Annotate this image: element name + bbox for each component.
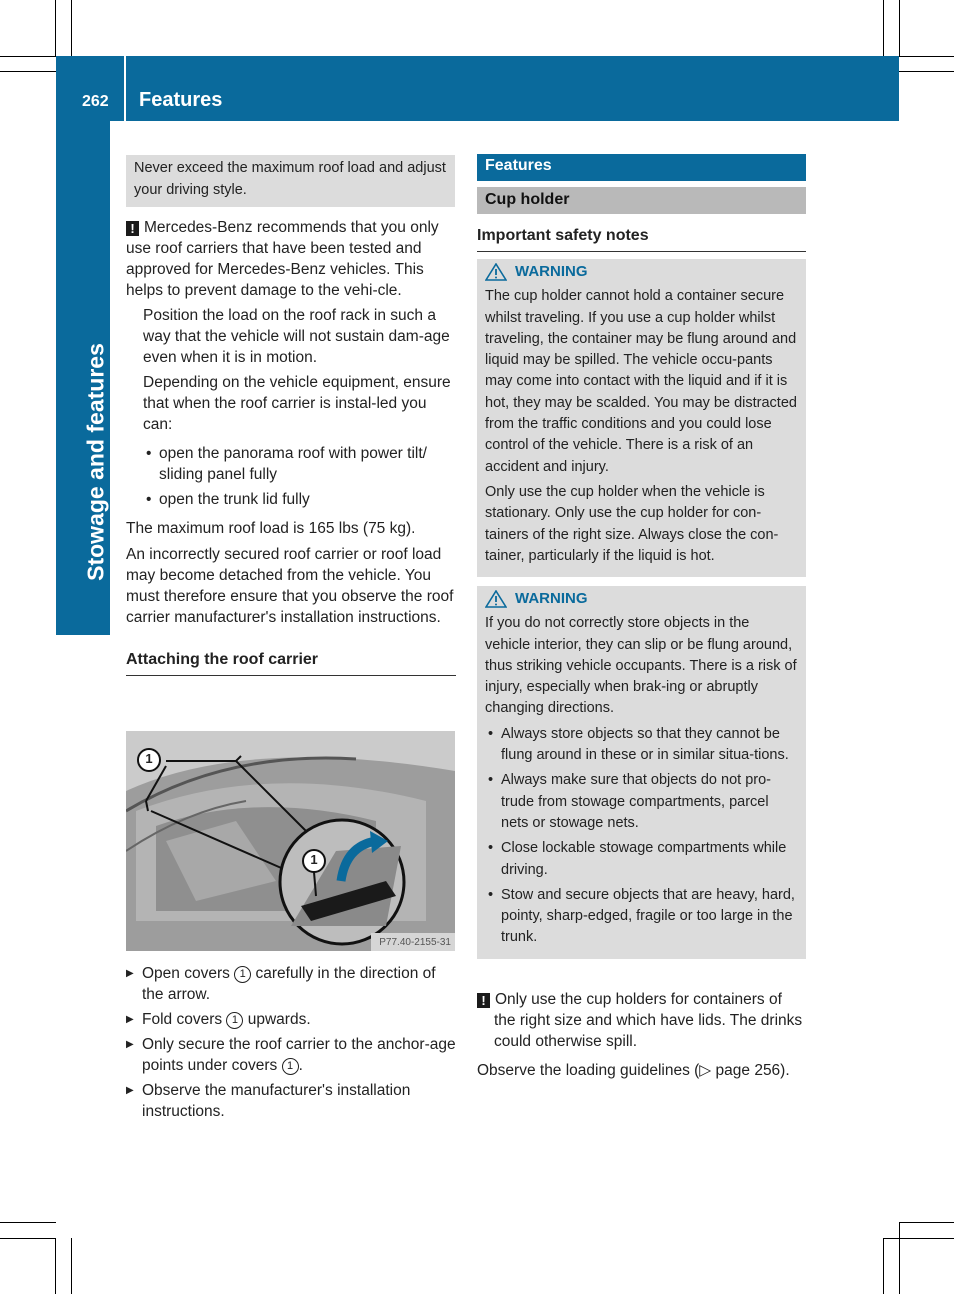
crop-mark	[883, 1238, 884, 1294]
crop-mark	[0, 56, 56, 57]
notice-text: Only use the cup holders for containers of the right size and which have lids. The drinks could otherwise spill.	[494, 991, 803, 1050]
list-item: • Always store objects so that they cannot be flung around in these or in similar situa-tions.	[485, 724, 798, 767]
warning-text: If you do not correctly store objects in the vehicle interior, they can slip or be flung around, thus striking vehicle occupants. There is a risk of injury, especially when brak-ing or abruptly changing directions.	[485, 615, 797, 717]
safety-heading: Important safety notes	[477, 225, 806, 252]
safety-heading-wrap	[477, 225, 806, 252]
list-item: • Always make sure that objects do not pro-trude from stowage compartments, parcel nets or stowage nets.	[485, 770, 798, 834]
crop-mark	[899, 71, 954, 72]
warning-text: The cup holder cannot hold a container secure whilst traveling. If you use a cup holder whilst traveling, the container may be flung around and liquid may be spilled. The vehicle occu-pants may come into contact with the liquid and if it is hot, they may be scalded. You may be distracted from the traffic conditions and you could lose control of the vehicle. There is a risk of an accident and injury.	[485, 288, 797, 475]
crop-mark	[0, 71, 56, 72]
callout-1-detail: 1	[310, 852, 318, 867]
callout-1: 1	[282, 1058, 299, 1075]
step-text: Observe the manufacturer's installation instructions.	[142, 1082, 411, 1120]
warning-triangle-icon	[485, 590, 507, 608]
header-divider	[124, 56, 126, 121]
callout-1: 1	[145, 751, 153, 766]
warning-label: WARNING	[515, 263, 588, 280]
instruction-steps	[126, 963, 456, 1122]
list-item: • Stow and secure objects that are heavy, hard, pointy, sharp-edged, fragile or too large in the trunk.	[485, 885, 798, 949]
page-header	[56, 56, 899, 121]
attach-heading: Attaching the roof carrier	[126, 649, 456, 676]
crop-mark	[55, 1238, 56, 1294]
page-title: Features	[139, 89, 223, 111]
car-roof-illustration	[126, 731, 455, 951]
notice-paragraph: Position the load on the roof rack in such a way that the vehicle will not sustain dam-age even when it is in motion.	[143, 307, 450, 366]
crop-mark	[883, 0, 884, 56]
cup-holder-notes	[477, 989, 807, 1081]
warning-label: WARNING	[515, 590, 588, 607]
figure-code: P77.40-2155-31	[379, 937, 451, 948]
left-column	[126, 217, 456, 676]
step	[126, 1009, 456, 1030]
step	[126, 963, 456, 1005]
crop-mark	[899, 56, 954, 57]
crop-mark	[899, 0, 900, 56]
notice-paragraph	[126, 217, 456, 301]
crop-mark	[71, 0, 72, 56]
notice-paragraph	[477, 989, 807, 1052]
warning-triangle-icon	[485, 263, 507, 281]
step-text: Open covers	[142, 965, 235, 982]
list-item: • open the panorama roof with power tilt/ sliding panel fully	[143, 443, 456, 485]
warning-box-2	[477, 586, 806, 959]
chapter-tab-label: Stowage and features	[82, 343, 109, 581]
step-text: Only secure the roof carrier to the anchor-age points under covers	[142, 1036, 456, 1074]
crop-mark	[883, 1238, 954, 1239]
warning-text: Only use the cup holder when the vehicle is stationary. Only use the cup holder for con-tainers of the right size. Always close the con-tainer, particularly if the liquid is hot.	[485, 483, 779, 564]
max-load-text: The maximum roof load is 165 lbs (75 kg).	[126, 520, 416, 537]
callout-1: 1	[226, 1012, 243, 1029]
crop-mark	[899, 1222, 954, 1223]
step-text: Fold covers	[142, 1011, 227, 1028]
step-text: .	[298, 1057, 303, 1074]
step	[126, 1080, 456, 1122]
warning-box-1	[477, 259, 806, 577]
crop-mark	[55, 0, 56, 56]
crop-mark	[899, 1222, 900, 1294]
page-number: 262	[82, 93, 109, 110]
crop-mark	[0, 1222, 56, 1223]
subsection-title: Cup holder	[477, 187, 806, 214]
notice-icon: !	[126, 221, 139, 236]
notice-paragraph: Depending on the vehicle equipment, ensure that when the roof carrier is instal-led you can:	[143, 374, 451, 433]
step-text: upwards.	[243, 1011, 311, 1028]
step	[126, 1034, 456, 1076]
warning-title	[485, 261, 798, 282]
warning-title	[485, 588, 798, 609]
section-title: Features	[477, 154, 806, 181]
callout-1: 1	[234, 966, 251, 983]
list-item: • Close lockable stowage compartments while driving.	[485, 838, 798, 881]
incorrect-carrier-text: An incorrectly secured roof carrier or roof load may become detached from the vehicle. You must therefore ensure that you observe the roof carrier manufacturer's installation instructions.	[126, 546, 454, 626]
roof-carrier-figure	[126, 731, 455, 951]
crop-mark	[71, 1238, 72, 1294]
roof-load-note: Never exceed the maximum roof load and adjust your driving style.	[126, 155, 455, 207]
step-text: carefully in the direction of the arrow.	[142, 965, 436, 1003]
crop-mark	[0, 1238, 56, 1239]
notice-text: Mercedes-Benz recommends that you only use roof carriers that have been tested and approved for Mercedes-Benz vehicles. This helps to prevent damage to the vehi-cle.	[126, 219, 439, 299]
loading-guidelines-text: Observe the loading guidelines (▷ page 256).	[477, 1062, 790, 1079]
list-item: • open the trunk lid fully	[143, 489, 456, 510]
notice-icon: !	[477, 993, 490, 1008]
